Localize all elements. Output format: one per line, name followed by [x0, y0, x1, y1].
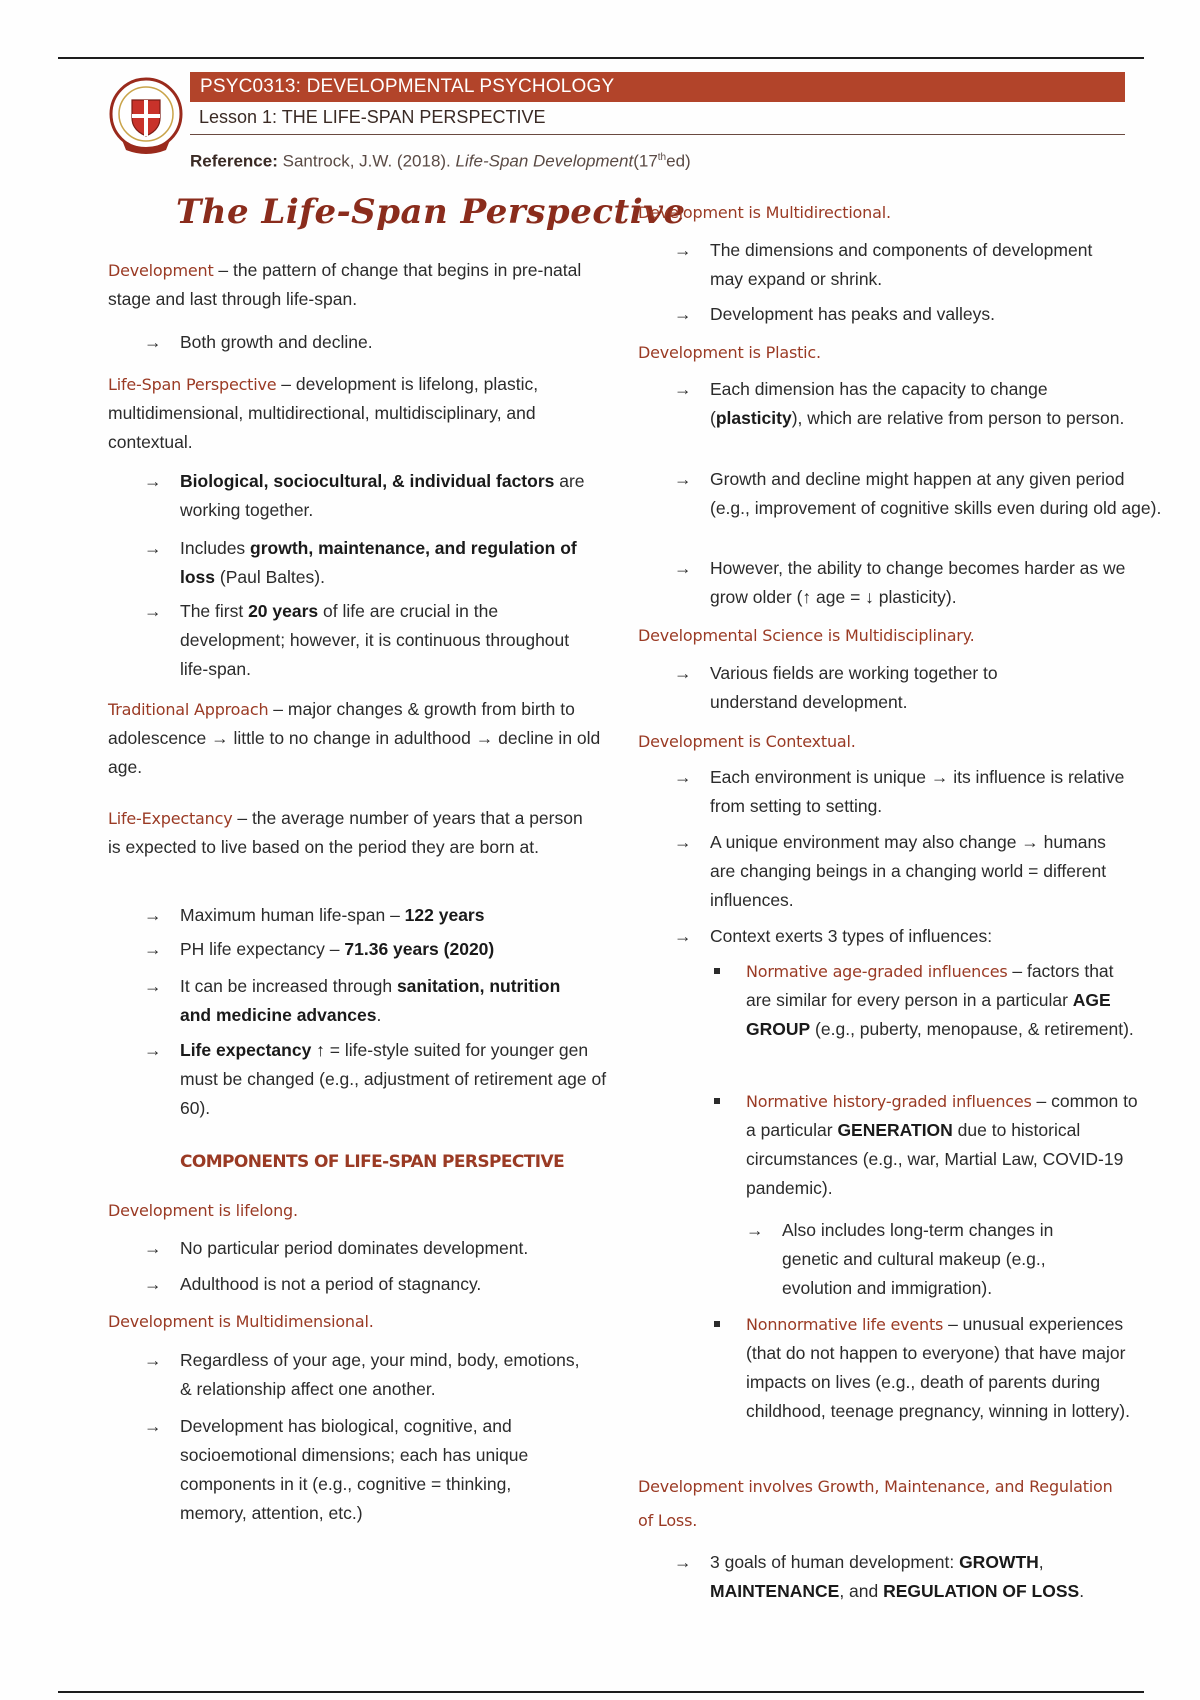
bullet-bold: plasticity	[715, 408, 792, 428]
bullet-bold: Life expectancy ↑	[180, 1040, 325, 1060]
bullet-bold: sanitation, nutrition and medicine advances	[180, 976, 561, 1025]
arrow-icon: →	[144, 1238, 162, 1258]
list-item	[674, 659, 1090, 717]
section-header-contextual: Development is Contextual.	[638, 732, 856, 751]
course-title-bar: PSYC0313: DEVELOPMENTAL PSYCHOLOGY	[190, 72, 1125, 102]
bullet-bold: 20 years	[248, 601, 319, 621]
reference-edition-end: ed)	[666, 151, 691, 171]
square-bullet-icon	[714, 1321, 720, 1327]
list-item	[144, 1346, 580, 1404]
arrow-icon: →	[674, 304, 692, 324]
bullet-bold: AGE GROUP	[746, 990, 1111, 1039]
section-header-lifelong: Development is lifelong.	[108, 1201, 298, 1220]
term-life-span-perspective: Life-Span Perspective	[108, 375, 277, 394]
reference-edition: (17	[633, 151, 658, 171]
bullet-text: The first	[180, 601, 249, 621]
bullet-bold: 122 years	[404, 905, 485, 925]
arrow-icon: →	[674, 926, 692, 946]
arrow-icon: →	[674, 558, 692, 578]
arrow-icon: →	[674, 240, 692, 260]
arrow-icon: →	[674, 767, 692, 787]
bullet-text: – common to a particular	[746, 1091, 1138, 1140]
bullet-text: Maximum human life-span –	[180, 905, 405, 925]
bottom-rule	[58, 1691, 1144, 1693]
arrow-icon: →	[144, 1416, 162, 1436]
bullet-text: .	[1079, 1581, 1085, 1601]
bullet-text: ,	[1038, 1552, 1044, 1572]
section-header-plastic: Development is Plastic.	[638, 343, 821, 362]
arrow-icon: →	[674, 1552, 692, 1572]
list-item	[674, 828, 1110, 915]
arrow-icon: →	[674, 379, 692, 399]
arrow-icon: →	[144, 905, 162, 925]
definition-text: – the pattern of change that begins in pre-natal stage and last through life-span.	[108, 260, 582, 309]
bullet-text: ), which are relative from person to person.	[791, 408, 1125, 428]
bullet-text: It can be increased through	[180, 976, 397, 996]
list-item	[674, 236, 1110, 294]
reference-label: Reference:	[190, 151, 278, 171]
bullet-text: Development has peaks and valleys.	[710, 304, 996, 324]
arrow-icon: →	[144, 538, 162, 558]
list-item	[144, 1412, 580, 1528]
list-item	[144, 972, 590, 1030]
arrow-icon: →	[144, 1040, 162, 1060]
traditional-approach-definition	[108, 695, 603, 782]
life-expectancy-definition	[108, 804, 583, 862]
term-normative-history-graded: Normative history-graded influences	[746, 1092, 1032, 1111]
bullet-text: (e.g., puberty, menopause, & retirement).	[810, 1019, 1134, 1039]
bullet-bold: MAINTENANCE	[710, 1581, 840, 1601]
header-divider	[190, 134, 1125, 135]
bullet-text: PH life expectancy –	[180, 939, 345, 959]
reference-book-title: Life-Span Development	[455, 151, 634, 171]
bullet-bold: 71.36 years (2020)	[344, 939, 495, 959]
bullet-text: (Paul Baltes).	[215, 567, 325, 587]
list-item	[144, 1270, 620, 1299]
bullet-text: Also includes long-term changes in genetic and cultural makeup (e.g., evolution and immigration).	[782, 1220, 1054, 1298]
section-header-multidimensional: Development is Multidimensional.	[108, 1312, 374, 1331]
bullet-text: – unusual experiences (that do not happen to everyone) that have major impacts on lives (e.g., death of parents during childhood, teenage pregnancy, winning in lottery).	[746, 1314, 1130, 1421]
components-heading: COMPONENTS OF LIFE-SPAN PERSPECTIVE	[180, 1152, 565, 1172]
page-title: The Life-Span Perspective	[176, 192, 686, 232]
list-item	[674, 300, 1150, 329]
list-item	[144, 1036, 610, 1123]
term-nonnormative-life-events: Nonnormative life events	[746, 1315, 944, 1334]
university-seal-logo	[108, 74, 184, 162]
arrow-icon: →	[144, 471, 162, 491]
bullet-bold: REGULATION OF LOSS	[883, 1581, 1080, 1601]
list-item	[674, 465, 1166, 523]
list-item	[144, 467, 610, 525]
bullet-bold: GENERATION	[837, 1120, 953, 1140]
definition-text: – the average number of years that a person is expected to live based on the period they are born at.	[108, 808, 583, 857]
arrow-icon: →	[144, 1274, 162, 1294]
lesson-title: Lesson 1: THE LIFE-SPAN PERSPECTIVE	[199, 107, 546, 127]
bullet-text: Various fields are working together to understand development.	[710, 663, 998, 712]
bullet-text: Development has biological, cognitive, and socioemotional dimensions; each has unique components in it (e.g., cognitive = thinking, memory, attention, etc.)	[180, 1416, 529, 1523]
arrow-icon: →	[144, 601, 162, 621]
bullet-text: Growth and decline might happen at any given period (e.g., improvement of cognitive skills even during old age).	[710, 469, 1162, 518]
bullet-text: No particular period dominates development.	[180, 1238, 529, 1258]
arrow-icon: →	[746, 1220, 764, 1240]
bullet-text: due to historical circumstances (e.g., war, Martial Law, COVID-19 pandemic).	[746, 1120, 1124, 1198]
bullet-text: The dimensions and components of development may expand or shrink.	[710, 240, 1093, 289]
bullet-text: = life-style suited for younger gen must be changed (e.g., adjustment of retirement age of 60).	[180, 1040, 607, 1118]
bullet-text: Context exerts 3 types of influences:	[710, 926, 993, 946]
arrow-icon: →	[144, 976, 162, 996]
list-item	[144, 935, 610, 964]
square-bullet-icon	[714, 968, 720, 974]
section-header-multidisciplinary: Developmental Science is Multidisciplinary.	[638, 626, 975, 645]
top-rule	[58, 57, 1144, 59]
list-item	[144, 534, 610, 592]
influence-nonnormative-life-events	[710, 1310, 1141, 1426]
reference-edition-sup: th	[657, 152, 667, 163]
arrow-icon: →	[144, 939, 162, 959]
bullet-text: Adulthood is not a period of stagnancy.	[180, 1274, 482, 1294]
list-item	[144, 328, 600, 357]
life-span-perspective-definition	[108, 370, 598, 457]
arrow-icon: →	[144, 1350, 162, 1370]
list-item	[144, 597, 590, 684]
bullet-text: .	[376, 1005, 382, 1025]
list-item	[674, 554, 1130, 612]
list-item	[746, 1216, 1102, 1303]
definition-text: – development is lifelong, plastic, multidimensional, multidirectional, multidisciplinary, and contextual.	[108, 374, 539, 452]
bullet-text: However, the ability to change becomes harder as we grow older (↑ age = ↓ plasticity).	[710, 558, 1126, 607]
bullet-bold: GROWTH	[959, 1552, 1039, 1572]
bullet-text: , and	[839, 1581, 884, 1601]
reference-author: Santrock, J.W. (2018).	[282, 151, 451, 171]
bullet-text: Includes	[180, 538, 251, 558]
arrow-icon: →	[674, 469, 692, 489]
bullet-text: 3 goals of human development:	[710, 1552, 960, 1572]
definition-text: – major changes & growth from birth to adolescence → little to no change in adulthood → decline in old age.	[108, 699, 601, 777]
development-definition	[108, 256, 598, 314]
bullet-text: Regardless of your age, your mind, body, emotions, & relationship affect one another.	[180, 1350, 580, 1399]
bullet-bold: Biological, sociocultural, & individual factors	[180, 471, 555, 491]
square-bullet-icon	[714, 1098, 720, 1104]
bullet-text: – factors that are similar for every person in a particular	[746, 961, 1114, 1010]
arrow-icon: →	[144, 332, 162, 352]
arrow-icon: →	[674, 832, 692, 852]
influence-normative-age-graded	[710, 957, 1141, 1044]
term-traditional-approach: Traditional Approach	[108, 700, 269, 719]
list-item	[144, 901, 610, 930]
list-item	[674, 1548, 1150, 1606]
list-item	[144, 1234, 620, 1263]
list-item	[674, 375, 1130, 433]
influence-normative-history-graded	[710, 1087, 1141, 1203]
list-item	[674, 922, 1130, 951]
term-life-expectancy: Life-Expectancy	[108, 809, 233, 828]
bullet-text: of life are crucial in the development; however, it is continuous throughout life-span.	[180, 601, 570, 679]
bullet-text: Both growth and decline.	[180, 332, 373, 352]
section-header-growth-maintenance-regulation: Development involves Growth, Maintenance, and Regulation of Loss.	[638, 1477, 1113, 1530]
list-item	[674, 763, 1130, 821]
bullet-text: are working together.	[180, 471, 585, 520]
bullet-text: Each dimension has the capacity to change (	[710, 379, 1048, 428]
bullet-text: Each environment is unique → its influence is relative from setting to setting.	[710, 767, 1125, 816]
bullet-text: A unique environment may also change → humans are changing beings in a changing world = different influences.	[710, 832, 1107, 910]
arrow-icon: →	[674, 663, 692, 683]
reference-line	[190, 146, 691, 174]
term-normative-age-graded: Normative age-graded influences	[746, 962, 1008, 981]
section-header-multidirectional: Development is Multidirectional.	[638, 203, 891, 222]
bullet-bold: growth, maintenance, and regulation of loss	[180, 538, 577, 587]
term-development: Development	[108, 261, 214, 280]
